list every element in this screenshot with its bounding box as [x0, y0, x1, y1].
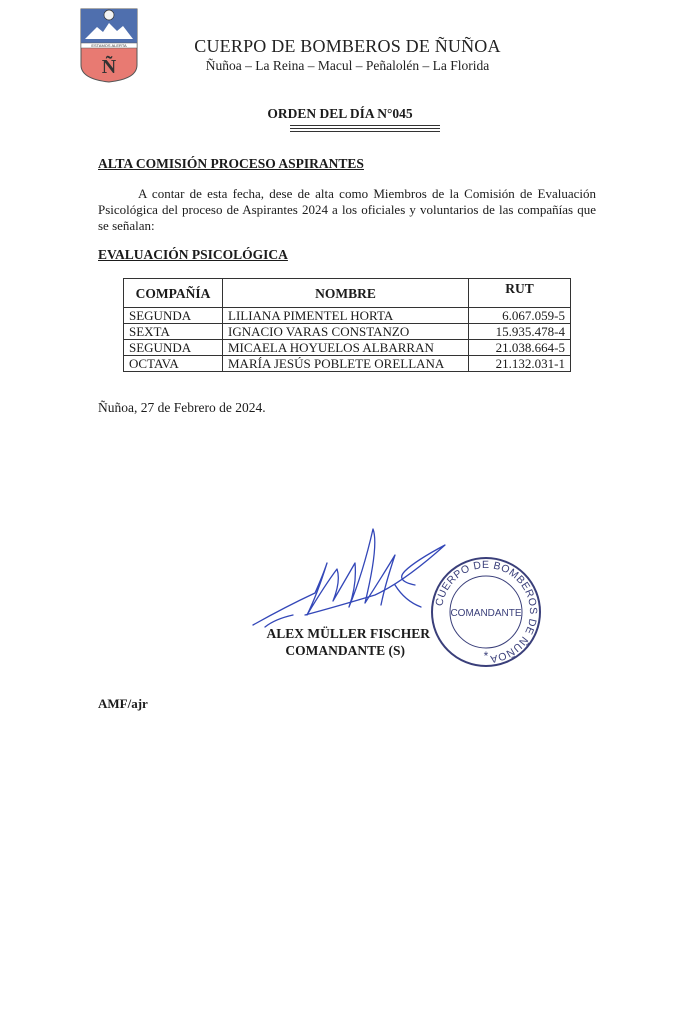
- official-seal-stamp: [430, 556, 542, 668]
- stamp-center-text: COMANDANTE: [450, 608, 522, 619]
- table-row: [124, 340, 571, 356]
- table-row: [124, 324, 571, 340]
- body-paragraph: A contar de esta fecha, dese de alta como Miembros de la Comisión de Evaluación Psicológica del proceso de Aspirantes 2024 a los oficiales y voluntarios de las compañías que se señalan:: [98, 186, 596, 233]
- cell-rut: 21.132.031-1: [469, 356, 571, 372]
- column-header-company: COMPAÑÍA: [124, 279, 223, 308]
- date-line: Ñuñoa, 27 de Febrero de 2024.: [98, 400, 266, 415]
- column-header-rut: RUT: [469, 279, 571, 308]
- organization-communes: Ñuñoa – La Reina – Macul – Peñalolén – La Florida: [205, 58, 490, 73]
- section-heading-commission: ALTA COMISIÓN PROCESO ASPIRANTES: [98, 156, 364, 171]
- logo-motto: ESTAMOS ALERTA: [91, 43, 127, 48]
- logo-letter: Ñ: [101, 56, 117, 78]
- organization-name: CUERPO DE BOMBEROS DE ÑUÑOA: [194, 36, 501, 56]
- title-double-rule: [290, 125, 440, 132]
- cell-rut: 6.067.059-5: [469, 308, 571, 324]
- table-row: [124, 308, 571, 324]
- stamp-star: *: [483, 649, 489, 663]
- cell-company: OCTAVA: [124, 356, 223, 372]
- cell-name: IGNACIO VARAS CONSTANZO: [223, 324, 469, 340]
- reference-initials: AMF/ajr: [98, 696, 148, 711]
- cell-rut: 15.935.478-4: [469, 324, 571, 340]
- members-table: [123, 278, 571, 372]
- cell-name: LILIANA PIMENTEL HORTA: [223, 308, 469, 324]
- cell-company: SEGUNDA: [124, 308, 223, 324]
- signer-role: COMANDANTE (S): [285, 643, 405, 658]
- section-heading-evaluation: EVALUACIÓN PSICOLÓGICA: [98, 247, 288, 262]
- cell-name: MICAELA HOYUELOS ALBARRAN: [223, 340, 469, 356]
- signer-name: ALEX MÜLLER FISCHER: [266, 626, 430, 641]
- table-header-row: [124, 279, 571, 308]
- column-header-name: NOMBRE: [223, 279, 469, 308]
- cell-name: MARÍA JESÚS POBLETE ORELLANA: [223, 356, 469, 372]
- table-row: [124, 356, 571, 372]
- stamp-ring-text: CUERPO DE BOMBEROS DE ÑUÑOA: [433, 558, 540, 665]
- order-title: ORDEN DEL DÍA N°045: [267, 106, 413, 121]
- cell-company: SEXTA: [124, 324, 223, 340]
- fire-department-crest-logo: [79, 5, 139, 83]
- cell-rut: 21.038.664-5: [469, 340, 571, 356]
- handwritten-signature: [245, 515, 460, 635]
- cell-company: SEGUNDA: [124, 340, 223, 356]
